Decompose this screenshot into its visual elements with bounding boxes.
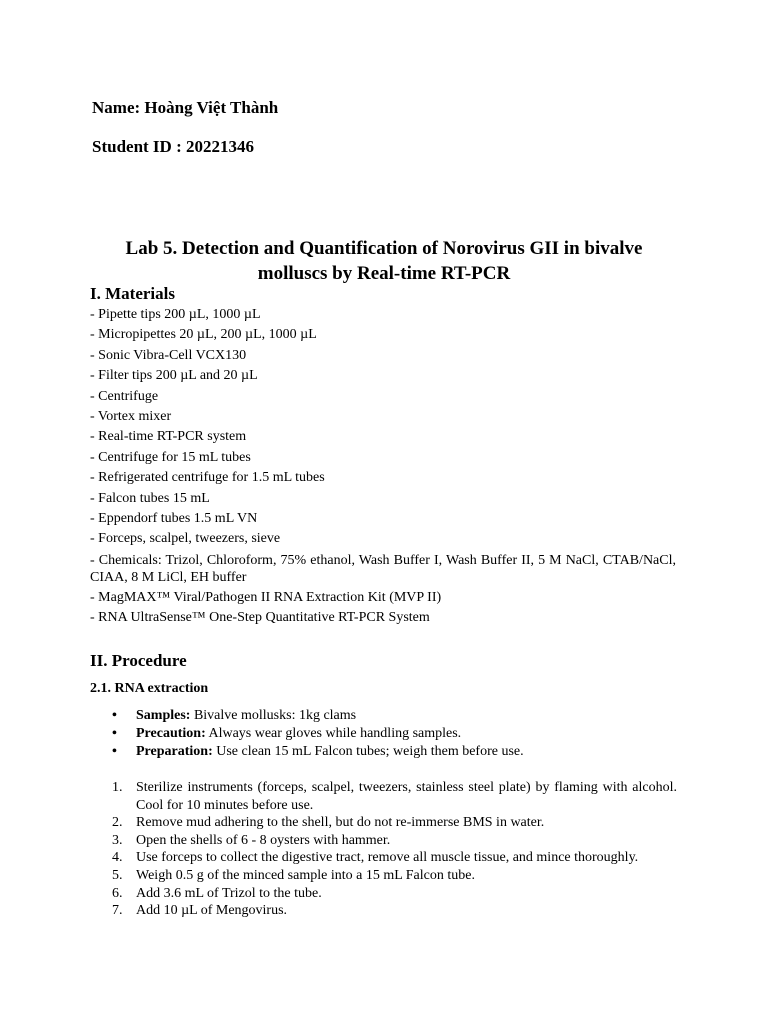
bullet-text: Always wear gloves while handling samples.: [205, 726, 462, 741]
material-item: - Sonic Vibra-Cell VCX130: [90, 347, 247, 363]
student-id-label: Student ID :: [92, 137, 182, 156]
bullet-dot-icon: •: [112, 708, 117, 723]
material-item: - RNA UltraSense™ One-Step Quantitative RT-PCR System: [90, 610, 430, 626]
step-text: Add 3.6 mL of Trizol to the tube.: [136, 885, 322, 901]
material-item: - Pipette tips 200 µL, 1000 µL: [90, 307, 261, 322]
rna-extraction-subheading: 2.1. RNA extraction: [90, 681, 209, 696]
bullet-dot-icon: •: [112, 744, 117, 759]
name-label: Name:: [92, 98, 141, 117]
material-item-chemicals: - Chemicals: Trizol, Chloroform, 75% ethanol, Wash Buffer I, Wash Buffer II, 5 M NaCl, CTAB/NaCl, CIAA, 8 M LiCl, EH buffer: [90, 552, 676, 585]
material-item: - Micropipettes 20 µL, 200 µL, 1000 µL: [90, 327, 317, 343]
document-title: [92, 236, 676, 286]
procedure-heading: II. Procedure: [90, 651, 187, 670]
student-id-value: 20221346: [186, 137, 254, 156]
step-text: Weigh 0.5 g of the minced sample into a 15 mL Falcon tube.: [136, 867, 475, 883]
step-number: 5.: [112, 867, 123, 883]
step-item: [112, 885, 677, 903]
bullet-label: Preparation:: [136, 744, 213, 759]
material-item: - Forceps, scalpel, tweezers, sieve: [90, 531, 281, 547]
step-text: Open the shells of 6 - 8 oysters with hammer.: [136, 832, 391, 848]
bullet-item-preparation: [112, 743, 677, 761]
step-item: [112, 779, 677, 814]
material-item: - Centrifuge: [90, 388, 159, 404]
procedure-step-list: [112, 779, 677, 920]
material-item: - Filter tips 200 µL and 20 µL: [90, 368, 258, 384]
step-text: Remove mud adhering to the shell, but do not re-immerse BMS in water.: [136, 815, 545, 831]
step-item: [112, 867, 677, 885]
material-item: - MagMAX™ Viral/Pathogen II RNA Extraction Kit (MVP II): [90, 589, 442, 605]
step-item: [112, 849, 677, 867]
step-item: [112, 814, 677, 832]
step-item: [112, 832, 677, 850]
bullet-text: Bivalve mollusks: 1kg clams: [190, 708, 357, 723]
step-number: 1.: [112, 780, 123, 795]
bullet-item-samples: [112, 707, 677, 725]
material-item: - Real-time RT-PCR system: [90, 429, 247, 445]
procedure-bullet-list: [112, 707, 677, 761]
step-item: [112, 902, 677, 920]
material-item: - Centrifuge for 15 mL tubes: [90, 449, 251, 465]
material-item: - Falcon tubes 15 mL: [90, 490, 210, 506]
materials-heading: I. Materials: [90, 284, 175, 303]
bullet-label: Precaution:: [136, 726, 206, 741]
material-item: - Vortex mixer: [90, 409, 172, 425]
bullet-label: Samples:: [136, 708, 191, 723]
step-number: 2.: [112, 815, 123, 831]
step-text: Sterilize instruments (forceps, scalpel, tweezers, stainless steel plate) by flaming with alcohol. Cool for 10 minutes before use.: [136, 780, 677, 813]
student-id-line: [92, 137, 254, 157]
bullet-item-precaution: [112, 725, 677, 743]
step-number: 6.: [112, 885, 123, 901]
student-name-line: [92, 98, 278, 118]
step-number: 4.: [112, 850, 123, 866]
bullet-dot-icon: •: [112, 726, 117, 741]
step-text: Add 10 µL of Mengovirus.: [136, 903, 288, 919]
title-line-1: Lab 5. Detection and Quantification of Norovirus GII in bivalve: [125, 238, 643, 259]
step-number: 3.: [112, 832, 123, 848]
materials-list: [90, 305, 676, 629]
bullet-text: Use clean 15 mL Falcon tubes; weigh them before use.: [212, 744, 524, 759]
name-value: Hoàng Việt Thành: [144, 98, 279, 117]
title-line-2: molluscs by Real-time RT-PCR: [257, 263, 511, 284]
step-number: 7.: [112, 903, 123, 919]
step-text: Use forceps to collect the digestive tract, remove all muscle tissue, and mince thoroughly.: [136, 850, 639, 866]
material-item: - Refrigerated centrifuge for 1.5 mL tubes: [90, 470, 325, 486]
material-item: - Eppendorf tubes 1.5 mL VN: [90, 511, 258, 527]
